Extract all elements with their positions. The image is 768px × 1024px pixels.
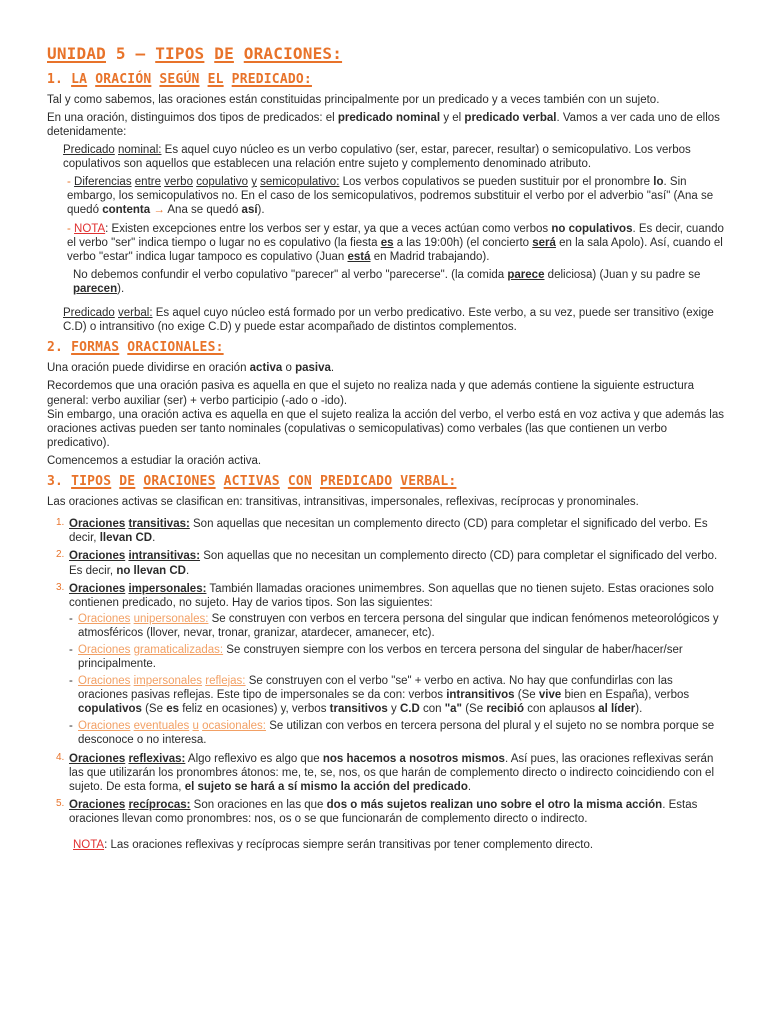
paragraph: Recordemos que una oración pasiva es aquella en que el sujeto no realiza nada y que además contiene la siguiente estructura general: verbo auxiliar (ser) + verbo participio (-ado o -ido). [47,380,694,407]
sub-item-gramaticalizadas: - Oraciones gramaticalizadas: Se construyen siempre con los verbos en tercera persona del singular de haber/hacer/ser principalmente. [69,643,683,670]
page-title [47,44,724,64]
nota-label: NOTA [73,838,105,851]
nota-exceptions: - NOTA: Existen excepciones entre los verbos ser y estar, ya que a veces actúan como verbos no copulativos. Es decir, cuando el verbo "ser" indica tiempo o lugar no es copulativo (la fiesta es a las 19:00h) (el concierto será en la sala Apolo). Así, cuando el verbo "estar" indica lugar tampoco es copulativo (Juan está en Madrid trabajando). [67,222,724,263]
list-item-impersonales: 3. Oraciones impersonales: También llamadas oraciones unimembres. Son aquellas que no tienen sujeto. Estas oraciones solo contienen predicado, no sujeto. Hay de varios tipos. Son las siguientes: [56,581,714,609]
title-word: ORACIONES: [243,44,343,63]
nota-label: NOTA [74,222,106,235]
title-number: 5 [115,44,126,63]
parecer-note: No debemos confundir el verbo copulativo "parecer" al verbo "parecerse". (la comida parece deliciosa) (Juan y su padre se parecen). [73,268,701,295]
section-2-heading: 2. FORMAS ORACIONALES: [47,339,224,355]
predicado-verbal-definition: Predicado verbal: Es aquel cuyo núcleo está formado por un verbo predicativo. Este verbo, a su vez, puede ser transitivo (exige C.D) o intransitivo (no exige C.D) y puede estar acompañado de distintos complementos. [63,306,714,333]
heading-word: PREDICADO: [231,71,312,87]
predicado-nominal-definition: Predicado nominal: Es aquel cuyo núcleo es un verbo copulativo (ser, estar, parecer, resultar) o semicopulativo. Los verbos copulativos son aquellos que establecen una relación entre sujeto y complemento denominado atributo. [63,144,691,171]
title-word: TIPOS [155,44,205,63]
list-item-intransitivas: 2. Oraciones intransitivas: Son aquellas que no necesitan un complemento directo (CD) para completar el significado del verbo. Es decir, no llevan CD. [56,549,718,577]
paragraph: Comencemos a estudiar la oración activa. [47,454,262,467]
section-1-heading [47,72,724,88]
paragraph: Tal y como sabemos, las oraciones están constituidas principalmente por un predicado y a veces también con un sujeto. [47,94,660,107]
final-nota: NOTA: Las oraciones reflexivas y recíprocas siempre serán transitivas por tener complemento directo. [73,838,594,851]
title-dash: – [135,44,146,63]
paragraph: Una oración puede dividirse en oración activa o pasiva. [47,362,335,375]
paragraph: Las oraciones activas se clasifican en: transitivas, intransitivas, impersonales, reflexivas, recíprocas y pronominales. [47,496,639,509]
sub-item-eventuales: - Oraciones eventuales u ocasionales: Se utilizan con verbos en tercera persona del plural y el sujeto no se nombra porque se desconoce o no interesa. [69,719,715,746]
paragraph: Sin embargo, una oración activa es aquella en que el sujeto realiza la acción del verbo, el verbo está en voz activa y que además las oraciones activas pueden ser tanto nominales (copulativas o semicopulativas) como verbales (las que contienen un verbo predicativo). [47,408,724,449]
list-item-reflexivas: 4. Oraciones reflexivas: Algo reflexivo es algo que nos hacemos a nosotros mismos. Así pues, las oraciones reflexivas serán las que utilizarán los pronombres átonos: me, te, se, nos, os que harán de complemento directo o indirecto coincidiendo con el sujeto. De esta forma, el sujeto se hará a sí mismo la acción del predicado. [56,751,715,793]
sub-item-reflejas: - Oraciones impersonales reflejas: Se construyen con el verbo "se" + verbo en activa. No hay que confundirlas con las oraciones pasivas reflejas. Este tipo de impersonales se da con: verbos intransitivos (Se vive bien en España), verbos copulativos (Se es feliz en ocasiones) y, verbos transitivos y C.D con "a" (Se recibió con aplausos al líder). [69,674,690,715]
heading-word: EL [207,71,224,87]
diferencias-note: - Diferencias entre verbo copulativo y semicopulativo: Los verbos copulativos se pueden sustituir por el pronombre lo. Sin embargo, los semicopulativos no. En el caso de los semicopulativos, podremos substituir el verbo por el adverbio "así" (Ana se quedó contenta → Ana se quedó así). [67,176,714,217]
title-word: DE [214,44,234,63]
heading-word: ORACIÓN [95,71,152,87]
section-3-heading: 3. TIPOS DE ORACIONES ACTIVAS CON PREDICADO VERBAL: [47,473,457,489]
section-number: 1. [47,71,64,87]
heading-word: LA [71,71,88,87]
list-item-transitivas: 1. Oraciones transitivas: Son aquellas que necesitan un complemento directo (CD) para completar el significado del verbo. Es decir, llevan CD. [56,517,708,545]
paragraph: En una oración, distinguimos dos tipos de predicados: el predicado nominal y el predicado verbal. Vamos a ver cada uno de ellos detenidamente: [47,112,720,139]
title-word: UNIDAD [47,44,106,63]
sub-item-unipersonales: - Oraciones unipersonales: Se construyen con verbos en tercera persona del singular que indican fenómenos meteorológicos y atmosféricos (llover, nevar, tronar, granizar, atardecer, amanecer, etc). [69,612,719,639]
arrow-right-icon: → [153,204,165,217]
list-item-reciprocas: 5. Oraciones recíprocas: Son oraciones en las que dos o más sujetos realizan uno sobre el otro la misma acción. Estas oraciones llevan como pronombres: nos, os o se que funcionarán de complemento directo o indirecto. [56,797,698,825]
heading-word: SEGÚN [159,71,200,87]
